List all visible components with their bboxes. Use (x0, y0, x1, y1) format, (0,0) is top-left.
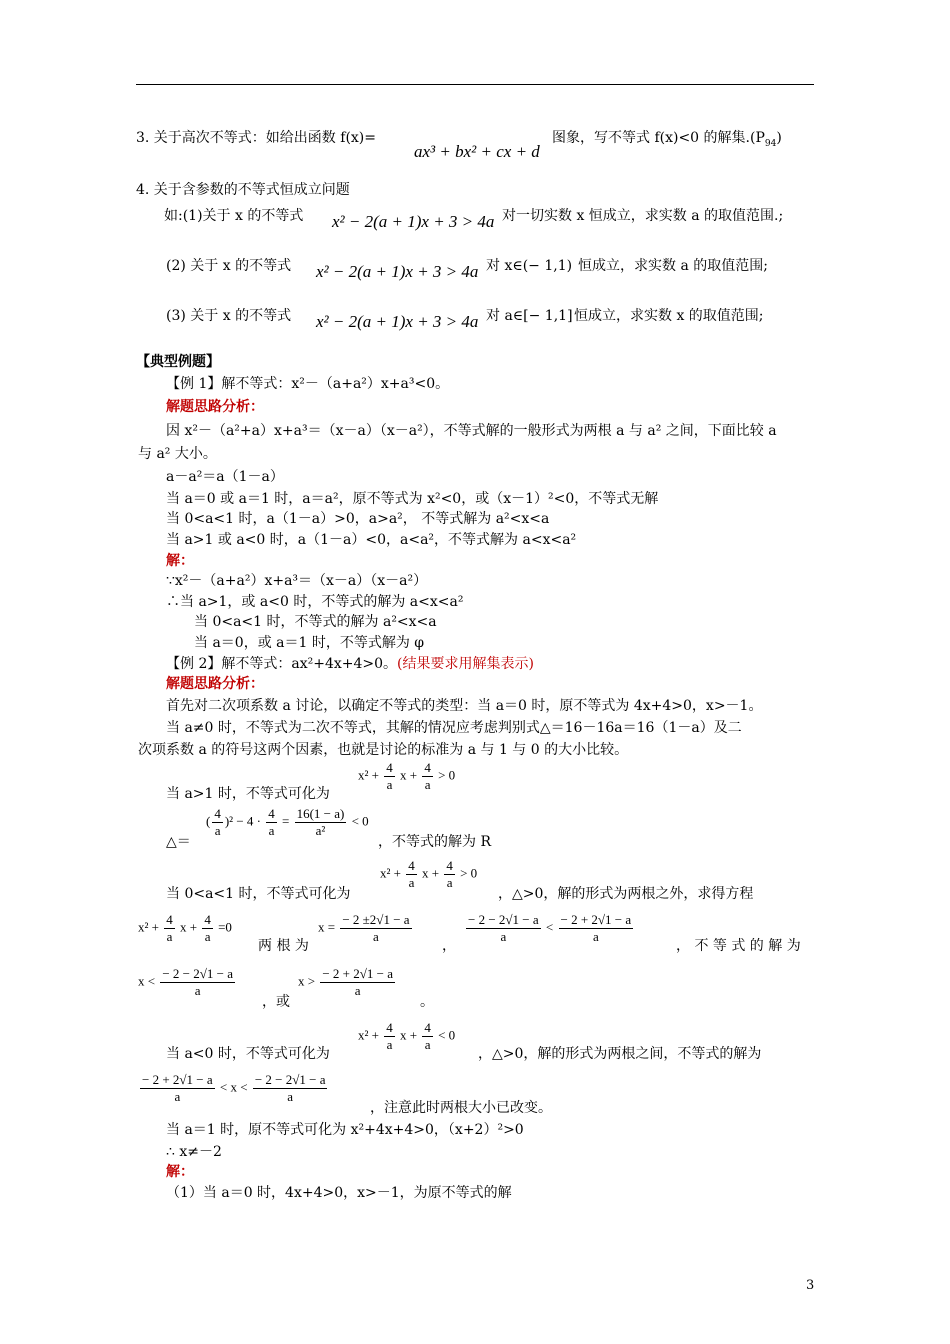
item-3-text: 3. 关于高次不等式：如给出函数 f(x)= (136, 130, 376, 146)
solution-1-line-1: ∵x²－（a+a²）x+a³＝（x－a）（x－a²） (166, 573, 428, 589)
item-4-1-condition: 对一切实数 x 恒成立，求实数 a 的取值范围.; (502, 208, 784, 224)
frac-4-a: $\frac{4}{a}$ (386, 760, 393, 792)
roots-comma: ， (442, 938, 456, 954)
solution-2-line-1: （1）当 a＝0 时，4x+4>0，x>－1，为原不等式的解 (166, 1185, 512, 1201)
formula-root-compare: $\frac{- 2 - 2√1 - a}{a}$ < $\frac{- 2 + 2√1 - a}{a}$ (468, 912, 632, 944)
formula-between-roots: $\frac{- 2 + 2√1 - a}{a}$ < x < $\frac{- 2 - 2√1 - a}{a}$ (142, 1072, 326, 1104)
analysis-1-line-3: a－a²＝a（1－a） (166, 469, 284, 485)
item-4-2-inequality: x² − 2(a + 1)x + 3 > 4a (316, 262, 479, 281)
example-1-analysis-heading: 解题思路分析： (166, 399, 264, 415)
analysis-2-line-2: 当 a≠0 时，不等式为二次不等式，其解的情况应考虑判别式△＝16－16a＝16（1－a）及二 (166, 720, 742, 736)
analysis-1-line-2: 与 a² 大小。 (138, 446, 217, 462)
formula-sol-right: x > $\frac{- 2 + 2√1 - a}{a}$ (298, 966, 393, 998)
analysis-2-line-1: 首先对二次项系数 a 讨论，以确定不等式的类型：当 a＝0 时，原不等式为 4x+4>0，x>－1。 (166, 698, 763, 714)
analysis-1-line-6: 当 a>1 或 a<0 时，a（1－a）<0，a<a²，不等式解为 a<x<a² (166, 532, 577, 548)
formula-equation: x² + $\frac{4}{a}$ x + $\frac{4}{a}$ =0 (138, 912, 232, 944)
sol-or: ，或 (262, 994, 290, 1010)
analysis-2-line-5: 当 0<a<1 时，不等式可化为 (166, 886, 351, 902)
formula-0-a-1: x² + $\frac{4}{a}$ x + $\frac{4}{a}$ > 0 (380, 858, 478, 890)
item-4-3-domain: 对 a∈[− 1,1] (486, 308, 573, 324)
page-number: 3 (806, 1278, 815, 1293)
formula-discriminant: ( $\frac{4}{a}$ )² − 4 · $\frac{4}{a}$ = $\frac{16(1 - a)}{\text{a²}}$ < 0 (206, 806, 369, 838)
example-2-analysis-heading: 解题思路分析： (166, 676, 264, 692)
item-4-2-condition: 恒成立，求实数 a 的取值范围; (578, 258, 768, 274)
example-1-title: 【例 1】解不等式：x²－（a+a²）x+a³<0。 (166, 376, 450, 392)
delta-label: △＝ (166, 834, 191, 850)
frac-4-a-2: $\frac{4}{a}$ (424, 760, 431, 792)
example-2-title (166, 654, 534, 674)
formula-sol-left: x < $\frac{- 2 - 2√1 - a}{a}$ (138, 966, 233, 998)
formula-a-gt-1: x² + $\frac{4}{a}$ x + $\frac{4}{a}$ > 0 (358, 760, 456, 792)
item-4-3-text: (3) 关于 x 的不等式 (166, 308, 292, 324)
example-1-solution-heading: 解： (166, 553, 194, 569)
analysis-2-line-5b: ，△>0，解的形式为两根之外，求得方程 (498, 886, 754, 902)
solution-1-line-3: 当 0<a<1 时，不等式的解为 a²<x<a (194, 614, 437, 630)
item-4-1-text: 如:(1)关于 x 的不等式 (164, 208, 304, 224)
item-4-1-inequality: x² − 2(a + 1)x + 3 > 4a (332, 212, 495, 231)
sol-period: 。 (420, 994, 434, 1010)
analysis-2-line-6b: ，△>0，解的形式为两根之间，不等式的解为 (478, 1046, 762, 1062)
example-2-title-text: 【例 2】解不等式：ax²+4x+4>0。 (166, 656, 398, 672)
analysis-2-line-4: 当 a>1 时，不等式可化为 (166, 786, 330, 802)
analysis-2-line-3: 次项系数 a 的符号这两个因素，也就是讨论的标准为 a 与 1 与 0 的大小比较。 (138, 742, 629, 758)
item-3-text-b (552, 128, 782, 154)
item-4-3-condition: 恒成立，求实数 x 的取值范围; (574, 308, 764, 324)
item-4-2-text: (2) 关于 x 的不等式 (166, 258, 292, 274)
formula-roots: x = $\frac{- 2 \pm 2√1 - a}{a}$ (318, 912, 410, 944)
item-4-2-domain: 对 x∈(− 1,1) (486, 258, 573, 274)
analysis-1-line-4: 当 a＝0 或 a＝1 时，a＝a²，原不等式为 x²<0，或（x－1）²<0，不等式无解 (166, 491, 659, 507)
solution-1-line-4: 当 a＝0，或 a＝1 时，不等式解为 φ (194, 635, 425, 651)
analysis-1-line-5: 当 0<a<1 时，a（1－a）>0，a>a²， 不等式解为 a²<x<a (166, 511, 550, 527)
analysis-2-line-9: ∴ x≠－2 (166, 1144, 222, 1160)
analysis-2-line-8: 当 a＝1 时，原不等式可化为 x²+4x+4>0，（x+2）²>0 (166, 1122, 524, 1138)
example-2-solution-heading: 解： (166, 1164, 194, 1180)
roots-label: 两 根 为 (258, 938, 309, 954)
item-3-text-b1: 图象，写不等式 f(x)<0 的解集.(P (552, 130, 765, 146)
solution-1-line-2: ∴当 a>1，或 a<0 时，不等式的解为 a<x<a² (166, 594, 464, 610)
item-3-text-b2: ) (776, 130, 782, 146)
header-rule (136, 84, 814, 85)
analysis-2-line-7: ，注意此时两根大小已改变。 (370, 1100, 552, 1116)
formula-a-lt-0: x² + $\frac{4}{a}$ x + $\frac{4}{a}$ < 0 (358, 1020, 456, 1052)
analysis-2-line-6: 当 a<0 时，不等式可化为 (166, 1046, 330, 1062)
item-4-3-inequality: x² − 2(a + 1)x + 3 > 4a (316, 312, 479, 331)
section-title: 【典型例题】 (136, 354, 220, 370)
solution-label: ， 不 等 式 的 解 为 (676, 938, 801, 954)
analysis-1-line-1: 因 x²－（a²+a）x+a³＝（x－a）（x－a²），不等式解的一般形式为两根 a 与 a² 之间，下面比较 a (166, 423, 777, 439)
example-2-note: (结果要求用解集表示) (397, 656, 534, 672)
item-3-polynomial: ax³ + bx² + cx + d (414, 142, 540, 161)
delta-result: ，不等式的解为 R (378, 834, 491, 850)
item-4-title: 4. 关于含参数的不等式恒成立问题 (136, 182, 350, 198)
item-3-subscript: 94 (764, 138, 777, 149)
